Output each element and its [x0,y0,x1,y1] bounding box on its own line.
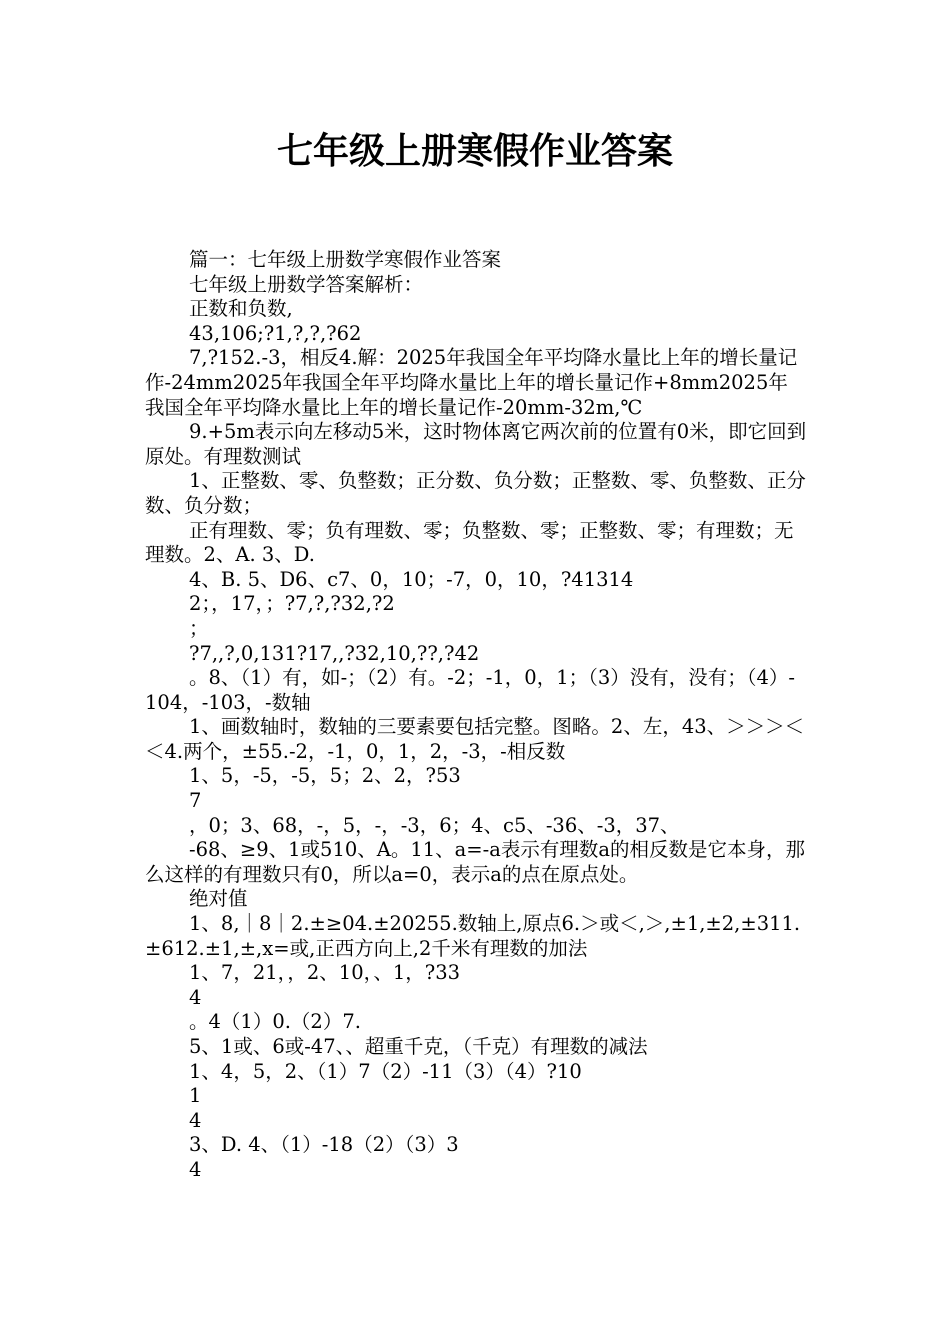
paragraph: ，0；3、68，-，5，-，-3，6；4、c5、-36、-3，37、 [189,813,680,837]
paragraph: ?7,,?,0,131?17,,?32,10,??,?42 [189,641,480,665]
paragraph: 4 [189,1108,202,1132]
document-body [145,248,807,1183]
paragraph: 9.+5m表示向左移动5米，这时物体离它两次前的位置有0米，即它回到原处。有理数测试 [145,420,807,468]
document-title: 七年级上册寒假作业答案 [276,131,673,172]
paragraph: 正数和负数, [189,297,293,321]
paragraph: 2；，17，；?7,?,?32,?2 [189,592,395,616]
paragraph: 4 [189,985,202,1009]
paragraph: 4、B. 5、D6、c7、0，10；-7，0，10，?41314 [189,567,634,591]
paragraph: 1、8,｜8｜2.±≥04.±20255.数轴上,原点6.＞或＜,＞,±1,±2,±311.±612.±1,±,x=或,正西方向上,2千米有理数的加法 [145,912,801,960]
paragraph: 1 [189,1084,202,1108]
paragraph: 绝对值 [189,887,248,911]
paragraph: 4 [189,1157,202,1181]
paragraph: 7 [189,789,202,813]
paragraph: 1、4，5，2、（1）7（2）-11（3）（4）?10 [189,1059,582,1083]
paragraph: 1、5，-5，-5，5；2、2，?53 [189,764,461,788]
paragraph: 1、7，21，，2、10，、1，?33 [189,961,461,985]
paragraph: 七年级上册数学答案解析： [189,272,424,296]
paragraph: 7,?152.-3，相反4.解：2025年我国全年平均降水量比上年的增长量记作-24mm2025年我国全年平均降水量比上年的增长量记作+8mm2025年我国全年平均降水量比上年的增长量记作-20mm-32m,℃ [145,346,798,419]
paragraph: 。4（1）0.（2）7. [189,1010,361,1034]
paragraph: 1、画数轴时，数轴的三要素要包括完整。图略。2、左，43、＞＞＞＜＜4.两个，±55.-2，-1，0，1，2，-3，-相反数 [145,715,805,763]
paragraph: 43,106;?1,?,?,?62 [189,321,362,345]
paragraph: -68、≥9、1或510、A。11、a=-a表示有理数a的相反数是它本身，那么这样的有理数只有0，所以a=0，表示a的点在原点处。 [145,838,805,886]
paragraph: 3、D. 4、（1）-18（2）（3）3 [189,1133,459,1157]
paragraph: 正有理数、零；负有理数、零；负整数、零；正整数、零；有理数；无理数。2、A. 3、D. [145,518,794,567]
paragraph: ； [189,616,209,640]
paragraph: 。8、（1）有，如-；（2）有。-2；-1，0，1；（3）没有，没有；（4）-104，-103，-数轴 [145,666,796,714]
paragraph: 篇一：七年级上册数学寒假作业答案 [189,248,502,271]
paragraph: 5、1或、6或-47、、超重千克，（千克）有理数的减法 [189,1035,648,1058]
paragraph: 1、正整数、零、负整数；正分数、负分数；正整数、零、负整数、正分数、负分数； [145,469,806,517]
